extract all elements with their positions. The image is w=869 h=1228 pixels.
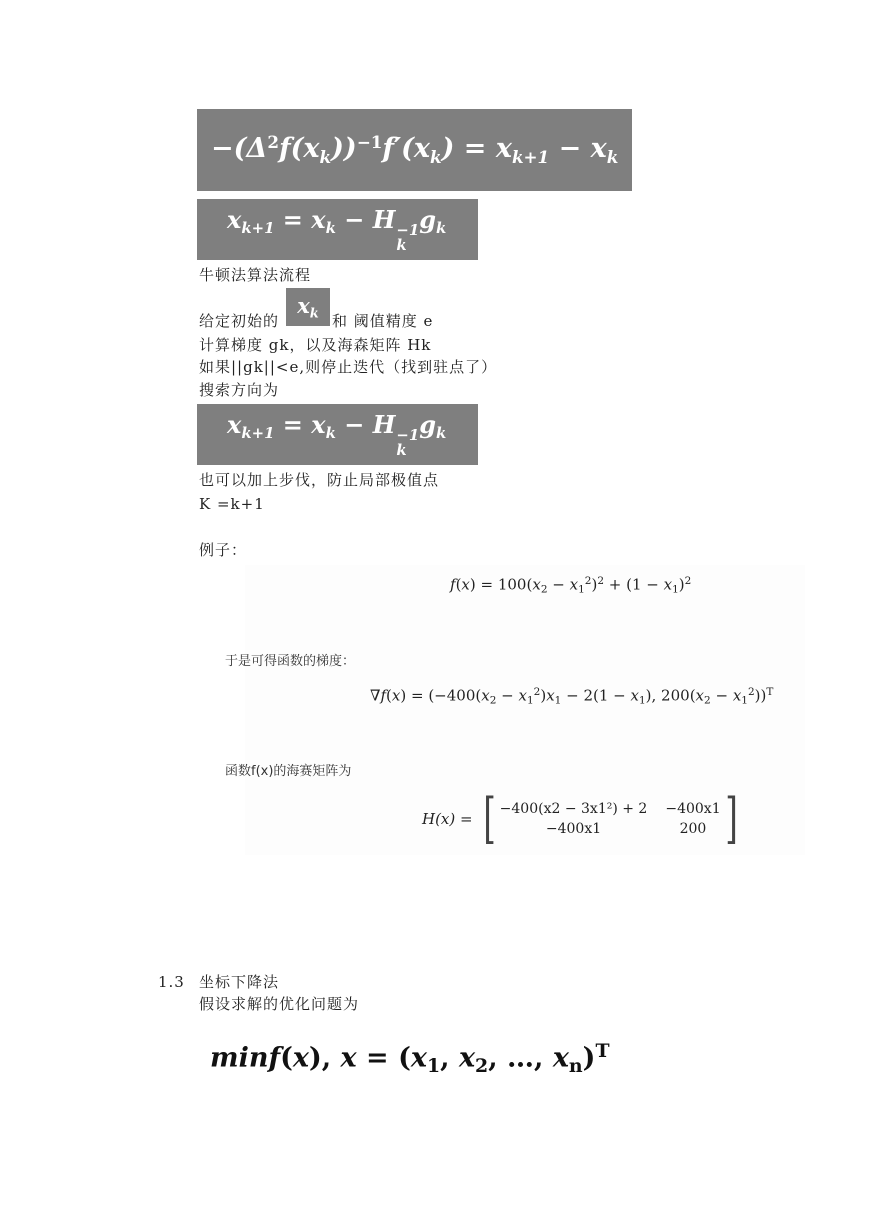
formula-newton-derivation: $-(\Delta^2f(x_k))^{-1}f'(x_k) = x_{k+1} - x_k$ — [197, 109, 632, 191]
hessian-cell: −400x1 — [665, 801, 721, 817]
example-label: 例子： — [199, 541, 248, 559]
example-gradient: $\nabla f(x) = (-400(x_2 - x_1^2)x_1 - 2(1 - x_1)$, $200(x_2 - x_1^2))^T$ — [370, 686, 774, 707]
step2: 计算梯度 gk，以及海森矩阵 Hk — [199, 336, 432, 354]
formula-inline-xk: $x_k$ — [286, 288, 330, 326]
step1-prefix: 给定初始的 — [199, 312, 280, 330]
formula-newton-update-2: $x_{k+1} = x_k - H$ −1 k $g_k$ — [197, 404, 478, 465]
section-number: 1.3 — [158, 973, 185, 991]
algo-title: 牛顿法算法流程 — [199, 266, 312, 284]
example-objective: $f(x) = 100(x_2 - x_1^2)^2 + (1 - x_1)^2$ — [450, 575, 692, 596]
section-title: 坐标下降法 — [199, 973, 280, 991]
formula-newton-update: $x_{k+1} = x_k - H$ −1 k $g_k$ — [197, 199, 478, 260]
hessian-matrix: [ −400(x2 − 3x1²) + 2 −400x1 −400x1 200 ] — [482, 787, 738, 850]
hessian-cell: 200 — [679, 821, 707, 837]
section-intro: 假设求解的优化问题为 — [199, 995, 360, 1013]
example-hessian — [422, 787, 742, 850]
step3: 如果||gk||<e,则停止迭代（找到驻点了） — [199, 358, 498, 376]
formula-coordinate-problem: minf(x), $x = (x_1$, $x_2$, …, $x_n)^T$ — [210, 1040, 610, 1078]
step5: 也可以加上步伐，防止局部极值点 — [199, 471, 440, 489]
step1-suffix: 和 阈值精度 e — [332, 312, 434, 330]
step6: K =k+1 — [199, 495, 265, 513]
hessian-cell: −400x1 — [545, 821, 602, 837]
hessian-intro: 函数f(x)的海赛矩阵为 — [225, 764, 352, 779]
hessian-lhs: H(x) = — [422, 810, 473, 828]
gradient-intro: 于是可得函数的梯度： — [225, 654, 356, 669]
step4: 搜索方向为 — [199, 381, 280, 399]
hessian-cell: −400(x2 − 3x1²) + 2 — [499, 801, 648, 817]
